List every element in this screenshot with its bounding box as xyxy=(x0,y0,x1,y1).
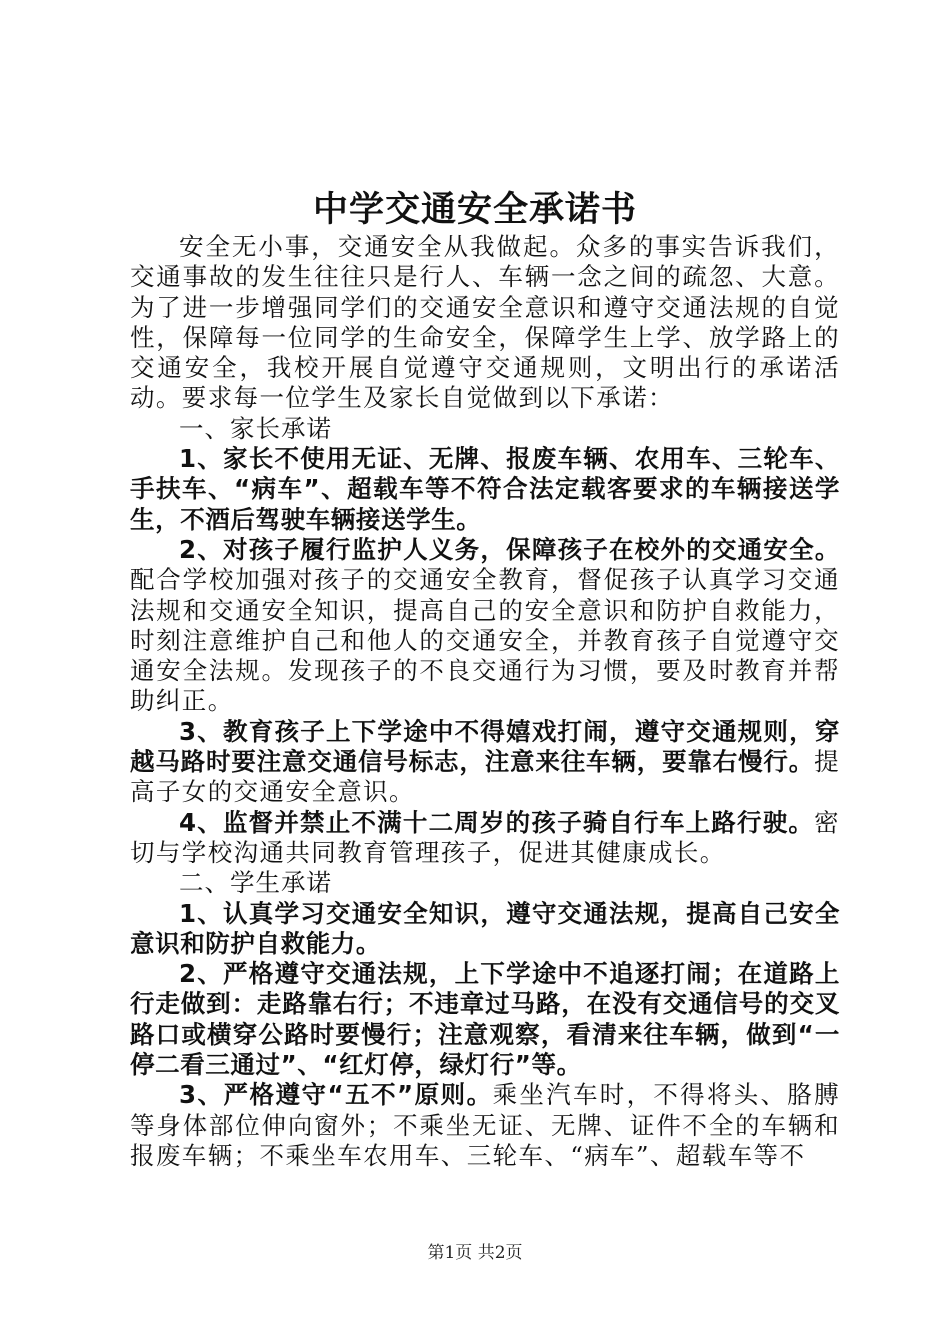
commitment-bold-text: 2、对孩子履行监护人义务，保障孩子在校外的交通安全。 xyxy=(179,534,840,564)
section-heading-students: 二、学生承诺 xyxy=(179,868,332,898)
commitment-normal-text: 提高子女的交通安全意识。 xyxy=(130,747,840,807)
commitment-normal-text: 乘坐汽车时，不得将头、胳膊等身体部位伸向窗外；不乘坐无证、无牌、证件不全的车辆和报废车辆；不乘坐车农用车、三轮车、“病车”、超载车等不 xyxy=(130,1080,840,1170)
parent-commitment-2 xyxy=(130,535,840,717)
intro-paragraph: 安全无小事，交通安全从我做起。众多的事实告诉我们，交通事故的发生往往只是行人、车辆一念之间的疏忽、大意。为了进一步增强同学们的交通安全意识和遵守交通法规的自觉性，保障每一位同学的生命安全，保障学生上学、放学路上的交通安全，我校开展自觉遵守交通规则，文明出行的承诺活动。要求每一位学生及家长自觉做到以下承诺： xyxy=(130,232,840,413)
parent-commitment-3 xyxy=(130,717,840,808)
commitment-bold-text: 1、认真学习交通安全知识，遵守交通法规，提高自己安全意识和防护自救能力。 xyxy=(130,898,840,958)
parent-commitment-4 xyxy=(130,808,840,869)
section-heading-parents: 一、家长承诺 xyxy=(179,413,332,443)
student-commitment-2 xyxy=(130,959,840,1080)
parent-commitment-1 xyxy=(130,444,840,535)
page-footer: 第1页 共2页 xyxy=(427,1243,523,1263)
document-title: 中学交通安全承诺书 xyxy=(312,190,637,230)
commitment-bold-text: 3、教育孩子上下学途中不得嬉戏打闹，遵守交通规则，穿越马路时要注意交通信号标志，注意来往车辆，要靠右慢行。 xyxy=(130,716,840,777)
commitment-normal-text: 密切与学校沟通共同教育管理孩子，促进其健康成长。 xyxy=(130,807,840,867)
commitment-bold-text: 4、监督并禁止不满十二周岁的孩子骑自行车上路行驶。 xyxy=(179,807,815,837)
commitment-bold-text: 2、严格遵守交通法规，上下学途中不追逐打闹；在道路上行走做到：走路靠右行；不违章过马路，在没有交通信号的交叉路口或横穿公路时要慢行；注意观察，看清来往车辆，做到“一停二看三通过”、“红灯停，绿灯行”等。 xyxy=(130,959,840,1080)
student-commitment-3 xyxy=(130,1080,840,1171)
commitment-bold-text: 1、家长不使用无证、无牌、报废车辆、农用车、三轮车、手扶车、“病车”、超载车等不符合法定载客要求的车辆接送学生，不酒后驾驶车辆接送学生。 xyxy=(130,444,840,534)
commitment-bold-text: 3、严格遵守“五不”原则。 xyxy=(179,1080,493,1110)
student-commitment-1 xyxy=(130,899,840,960)
document-body xyxy=(130,232,840,1171)
commitment-normal-text: 配合学校加强对孩子的交通安全教育，督促孩子认真学习交通法规和交通安全知识，提高自己的安全意识和防护自救能力，时刻注意维护自己和他人的交通安全，并教育孩子自觉遵守交通安全法规。发现孩子的不良交通行为习惯，要及时教育并帮助纠正。 xyxy=(130,565,840,716)
